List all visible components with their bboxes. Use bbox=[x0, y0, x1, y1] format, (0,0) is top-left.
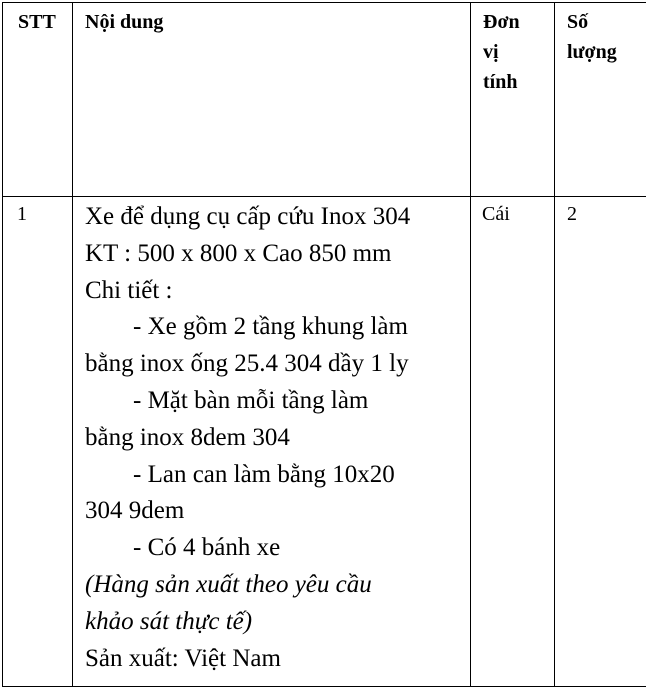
row-content-cell bbox=[73, 197, 471, 687]
quotation-table bbox=[2, 2, 646, 687]
header-stt bbox=[3, 3, 73, 197]
header-stt-label: STT bbox=[18, 11, 56, 33]
detail-bullet-2: - Mặt bàn mỗi tầng làm bbox=[85, 383, 470, 420]
detail-bullet-2-continued: bằng inox 8dem 304 bbox=[85, 420, 470, 457]
table-row bbox=[3, 197, 646, 687]
header-content bbox=[73, 3, 471, 197]
product-size: KT : 500 x 800 x Cao 850 mm bbox=[85, 236, 470, 273]
header-qty-line-1: Số bbox=[567, 7, 646, 37]
detail-bullet-1: - Xe gồm 2 tầng khung làm bbox=[85, 309, 470, 346]
header-row bbox=[3, 3, 646, 197]
detail-bullet-1-continued: bằng inox ống 25.4 304 dầy 1 ly bbox=[85, 346, 470, 383]
header-unit bbox=[471, 3, 555, 197]
header-qty bbox=[555, 3, 646, 197]
row-qty-cell bbox=[555, 197, 646, 687]
detail-bullet-3-continued: 304 9dem bbox=[85, 493, 470, 530]
origin-text: Sản xuất: Việt Nam bbox=[85, 641, 470, 678]
header-unit-line-2: vị bbox=[483, 37, 554, 67]
row-unit-cell bbox=[471, 197, 555, 687]
header-content-label: Nội dung bbox=[85, 11, 163, 33]
detail-bullet-4: - Có 4 bánh xe bbox=[85, 530, 470, 567]
production-note: (Hàng sản xuất theo yêu cầu bbox=[85, 567, 470, 604]
row-stt-cell bbox=[3, 197, 73, 687]
detail-label: Chi tiết : bbox=[85, 273, 470, 310]
production-note-continued: khảo sát thực tế) bbox=[85, 604, 470, 641]
product-title: Xe để dụng cụ cấp cứu Inox 304 bbox=[85, 199, 470, 236]
header-unit-line-3: tính bbox=[483, 67, 554, 97]
detail-bullet-3: - Lan can làm bằng 10x20 bbox=[85, 457, 470, 494]
header-unit-line-1: Đơn bbox=[483, 7, 554, 37]
row-stt-value: 1 bbox=[17, 203, 27, 225]
row-qty-value: 2 bbox=[567, 203, 577, 225]
row-unit-value: Cái bbox=[482, 203, 510, 225]
header-qty-line-2: lượng bbox=[567, 37, 646, 67]
